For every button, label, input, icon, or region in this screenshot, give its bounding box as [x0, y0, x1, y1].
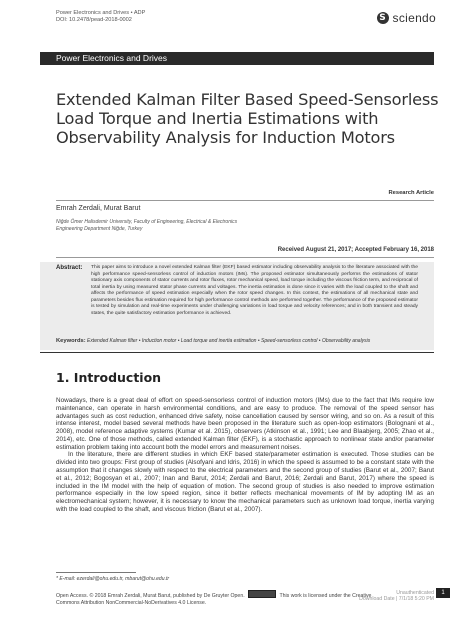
divider	[56, 257, 434, 258]
section-heading: 1. Introduction	[56, 370, 162, 385]
license-text: Open Access. © 2018 Emrah Zerdali, Murat Barut, published by De Gruyter Open.	[56, 593, 245, 599]
authors: Emrah Zerdali, Murat Barut	[56, 205, 141, 212]
paragraph: In the literature, there are different studies in which EKF based state/parameter estimation is executed. Those studies can be divided into two groups: First group of studies (Alsofyani and Idris, 2016) in which the speed is assumed to be a constant state with the assumption that it changes slowly with respect to the electrical parameters and the second group of studies (Barut et al., 2007; Barut et al., 2012; Bogosyan et al., 2007; Inan and Barut, 2014; Zerdali and Barut, 2016; Zerdali and Barut, 2017) where the speed is included in the IM model with the help of equation of motion. The second group of studies is also needed to improve estimation performance especially in the low speed region, since it better reflects mechanical movements of IM by adopting IM as an electromechanical system; however, it is necessary to know the mechanical parameters such as unknown load torque, inertia varying with the load coupled to the shaft, and viscous friction (Barut et al., 2007).	[56, 451, 434, 513]
keywords	[56, 338, 370, 344]
keywords-list: Extended Kalman filter • Induction motor • Load torque and inertia estimation • Speed-sensorless control • Observability analysis	[87, 338, 371, 344]
publisher-name: sciendo	[392, 11, 436, 25]
publisher-logo	[377, 11, 436, 25]
divider	[40, 352, 434, 353]
title-line: Extended Kalman Filter Based Speed-Sensorless	[56, 90, 439, 109]
article-type: Research Article	[388, 190, 434, 196]
license-text: Commons Attribution NonCommercial-NoDerivatives 4.0 License.	[56, 600, 207, 606]
journal-section-bar: Power Electronics and Drives	[40, 52, 434, 65]
cc-license-icon[interactable]	[248, 590, 276, 598]
body-text	[56, 397, 434, 514]
affiliation-line: Engineering Department Niğde, Turkey	[56, 225, 143, 232]
paper-title	[56, 90, 439, 147]
affiliation	[56, 219, 316, 232]
watermark-line: Download Date | 7/1/18 5:20 PM	[359, 596, 434, 602]
doi[interactable]: DOI: 10.2478/pead-2018-0002	[56, 17, 132, 23]
page-number: 1	[436, 588, 450, 598]
journal-name: Power Electronics and Drives • ADP	[56, 10, 146, 16]
keywords-label: Keywords:	[56, 338, 86, 344]
abstract-label: Abstract:	[56, 265, 83, 271]
paragraph: Nowadays, there is a great deal of effort on speed-sensorless control of induction motors (IMs) due to the fact that IMs require low maintenance, can operate in harsh environmental conditions, and are easy to produce. The removal of the speed sensor has advantages such as cost reduction, enhanced drive safety, noise cancellation caused by sensor wiring, and so on. As a result of this intense interest, model based several methods have been proposed in the literature such as open-loop estimators (Bolognani et al., 2008), model reference adaptive systems (Kumar et al. 2015), observers (Atkinson et al., 1991; Lee and Blaabjerg, 2005; Zhao et al., 2014), etc. One of those methods, called extended Kalman filter (EKF), is a stochastic approach to nonlinear state and/or parameter estimation problem taking into account both the model errors and measurement noises.	[56, 397, 434, 451]
download-watermark	[359, 590, 434, 602]
affiliation-line: Niğde Ömer Halisdemir University, Faculty of Engineering, Electrical & Electronics	[56, 219, 238, 225]
abstract-text: This paper aims to introduce a novel extended Kalman filter (EKF) based estimator including observability analysis to the literature associated with the high performance speed-sensorless control of induction motors (IMs). The proposed estimator simultaneously performs the estimations of stator stationary axis components of stator currents and rotor fluxes, rotor mechanical speed, load torque including the viscous friction term, and reciprocal of total inertia by using measured stator phase currents and voltages. The inertia estimation is done since it varies with the load coupled to the shaft and affects the performance of speed estimation especially when the rotor speed changes. In this context, the estimations of all mechanical state and parameters besides flux estimation required for high performance control methods are performed together. The performance of the proposed estimator is tested by simulation and real-time experiments under challenging variations in load torque and velocity references; and in both transient and steady states, the quite satisfactory estimation performance is achieved.	[91, 265, 418, 316]
journal-header	[56, 10, 145, 24]
watermark-line: Unauthenticated	[396, 590, 434, 596]
license-text: This work is licensed under the Creative	[279, 593, 372, 599]
divider	[56, 200, 434, 201]
title-line: Load Torque and Inertia Estimations with	[56, 109, 379, 128]
abstract-box	[40, 262, 434, 350]
footnote-email[interactable]: * E-mail: ezerdali@ohu.edu.tr, mbarut@ohu.edu.tr	[56, 576, 170, 582]
footnote-divider	[56, 572, 136, 573]
title-line: Observability Analysis for Induction Motors	[56, 128, 395, 147]
sciendo-logo-icon: S	[377, 12, 389, 24]
received-dates: Received August 21, 2017; Accepted February 16, 2018	[277, 247, 434, 253]
